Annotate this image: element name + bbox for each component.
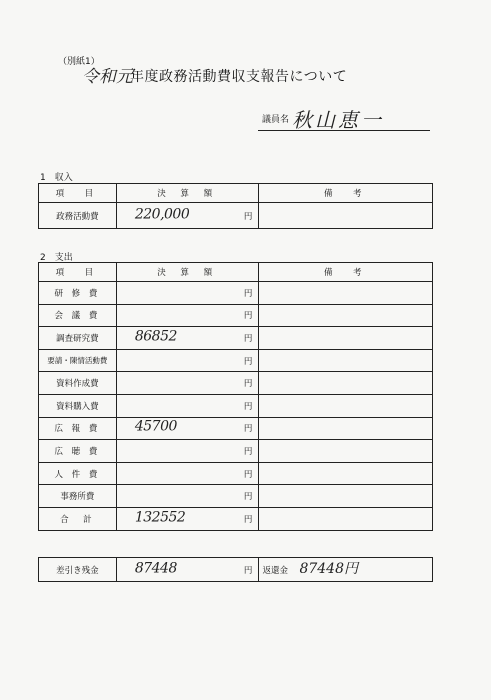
expense-item-label: 会 議 費: [39, 304, 117, 327]
expense-amount-cell: [116, 462, 259, 485]
refund-label: 返還金: [262, 565, 288, 576]
refund-cell: [259, 558, 433, 582]
expense-item-label: 要請・陳情活動費: [39, 349, 117, 372]
yen-unit: 円: [243, 311, 253, 322]
yen-unit: 円: [243, 356, 253, 367]
balance-label: 差引き残金: [39, 558, 117, 582]
yen-unit: 円: [243, 514, 253, 525]
yen-unit: 円: [243, 401, 253, 412]
income-amount-cell: [116, 203, 259, 229]
yen-unit: 円: [243, 492, 253, 503]
expense-item-label: 調査研究費: [39, 327, 117, 350]
income-amount-value: 220,000: [134, 206, 190, 223]
expense-col-note: 備 考: [259, 263, 433, 282]
expense-item-label: 人 件 費: [39, 462, 117, 485]
yen-unit: 円: [243, 446, 253, 457]
expense-item-label: 資料購入費: [39, 394, 117, 417]
expense-amount-cell: [116, 282, 259, 305]
table-row: [39, 203, 433, 229]
balance-table: [38, 557, 433, 582]
income-table: [38, 183, 433, 229]
annex-label: （別紙1）: [58, 57, 100, 67]
expense-item-label: 広 聴 費: [39, 440, 117, 463]
yen-unit: 円: [243, 469, 253, 480]
expense-total-cell: [116, 507, 259, 530]
expense-note-cell: [259, 462, 433, 485]
expense-total-value: 132552: [134, 509, 186, 526]
table-row: [39, 304, 433, 327]
expense-amount-cell: [116, 349, 259, 372]
member-underline: [258, 130, 430, 131]
expense-table: [38, 262, 433, 531]
expense-item-label: 研 修 費: [39, 282, 117, 305]
expense-amount-cell: [116, 440, 259, 463]
table-row: [39, 349, 433, 372]
yen-unit: 円: [243, 333, 253, 344]
era-handwritten: 令和元: [82, 67, 133, 87]
income-note-cell: [259, 203, 433, 229]
table-row: [39, 282, 433, 305]
refund-value: 87448円: [299, 560, 358, 577]
income-item-label: 政務活動費: [39, 203, 117, 229]
expense-amount-cell: [116, 417, 259, 440]
expense-note-cell: [259, 372, 433, 395]
expense-note-cell: [259, 282, 433, 305]
expense-note-cell: [259, 507, 433, 530]
balance-amount-cell: [116, 558, 259, 582]
income-col-note: 備 考: [259, 184, 433, 203]
yen-unit: 円: [243, 424, 253, 435]
table-row: [39, 327, 433, 350]
expense-note-cell: [259, 485, 433, 508]
expense-amount-cell: [116, 304, 259, 327]
expense-note-cell: [259, 417, 433, 440]
member-name: 秋山恵一: [292, 108, 384, 132]
expense-total-label: 合 計: [39, 507, 117, 530]
expense-note-cell: [259, 394, 433, 417]
expense-col-amount: 決 算 額: [116, 263, 259, 282]
member-label: 議員名: [262, 115, 290, 125]
expense-section-label: 2 支出: [40, 253, 73, 263]
table-row: [39, 394, 433, 417]
table-row: [39, 417, 433, 440]
income-col-item: 項 目: [39, 184, 117, 203]
expense-amount-cell: [116, 485, 259, 508]
expense-note-cell: [259, 327, 433, 350]
expense-note-cell: [259, 440, 433, 463]
expense-item-label: 広 報 費: [39, 417, 117, 440]
income-header-row: [39, 184, 433, 203]
expense-amount-cell: [116, 372, 259, 395]
expense-amount-cell: [116, 327, 259, 350]
table-row: [39, 507, 433, 530]
balance-row: [39, 558, 433, 582]
balance-amount-value: 87448: [134, 560, 177, 577]
yen-unit: 円: [243, 565, 253, 576]
table-row: [39, 440, 433, 463]
yen-unit: 円: [243, 211, 253, 222]
expense-header-row: [39, 263, 433, 282]
expense-col-item: 項 目: [39, 263, 117, 282]
table-row: [39, 462, 433, 485]
table-row: [39, 485, 433, 508]
page-title: 年度政務活動費収支報告について: [130, 69, 348, 85]
income-section-label: 1 収入: [40, 173, 73, 183]
expense-amount-cell: [116, 394, 259, 417]
yen-unit: 円: [243, 288, 253, 299]
expense-note-cell: [259, 304, 433, 327]
expense-amount-value: 86852: [134, 328, 177, 345]
income-col-amount: 決 算 額: [116, 184, 259, 203]
expense-amount-value: 45700: [134, 419, 177, 436]
expense-item-label: 資料作成費: [39, 372, 117, 395]
table-row: [39, 372, 433, 395]
expense-note-cell: [259, 349, 433, 372]
yen-unit: 円: [243, 379, 253, 390]
expense-item-label: 事務所費: [39, 485, 117, 508]
